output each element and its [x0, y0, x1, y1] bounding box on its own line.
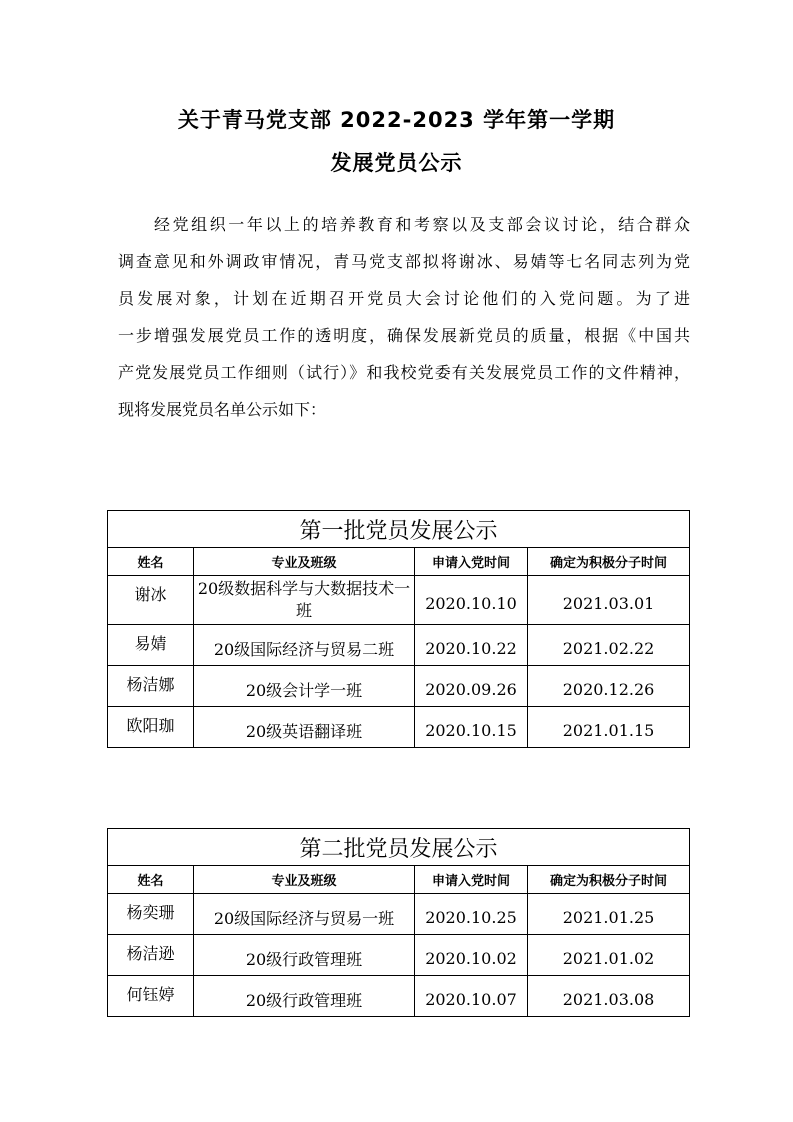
cell-apply-date: 2020.10.10 [415, 576, 528, 625]
cell-name: 欧阳珈 [108, 707, 194, 748]
cell-activist-date: 2021.01.15 [528, 707, 690, 748]
cell-apply-date: 2020.10.22 [415, 625, 528, 666]
cell-name: 易婧 [108, 625, 194, 666]
cell-major: 20级国际经济与贸易一班 [194, 894, 415, 935]
first-batch-table [107, 510, 690, 748]
cell-name: 杨奕珊 [108, 894, 194, 935]
cell-name: 何钰婷 [108, 976, 194, 1017]
cell-activist-date: 2020.12.26 [528, 666, 690, 707]
table-row [108, 707, 690, 748]
cell-activist-date: 2021.03.08 [528, 976, 690, 1017]
header-activist-date: 确定为积极分子时间 [528, 548, 690, 576]
table-row [108, 625, 690, 666]
cell-apply-date: 2020.10.02 [415, 935, 528, 976]
table-caption: 第二批党员发展公示 [108, 829, 690, 866]
cell-major: 20级国际经济与贸易二班 [194, 625, 415, 666]
cell-major: 20级数据科学与大数据技术一班 [194, 576, 415, 625]
table-row [108, 666, 690, 707]
cell-apply-date: 2020.10.07 [415, 976, 528, 1017]
paragraph-line: 一步增强发展党员工作的透明度，确保发展新党员的质量，根据《中国共 [118, 326, 690, 345]
table-row [108, 894, 690, 935]
table-caption: 第一批党员发展公示 [108, 511, 690, 548]
paragraph-line: 调查意见和外调政审情况，青马党支部拟将谢冰、易婧等七名同志列为党 [118, 252, 690, 271]
cell-major: 20级英语翻译班 [194, 707, 415, 748]
table-row [108, 576, 690, 625]
cell-name: 杨洁逊 [108, 935, 194, 976]
header-apply-date: 申请入党时间 [415, 548, 528, 576]
paragraph-line: 员发展对象，计划在近期召开党员大会讨论他们的入党问题。为了进 [118, 289, 690, 308]
cell-activist-date: 2021.02.22 [528, 625, 690, 666]
cell-name: 谢冰 [108, 576, 194, 625]
table-row [108, 935, 690, 976]
table-row [108, 976, 690, 1017]
document-title-line2: 发展党员公示 [330, 151, 463, 175]
header-activist-date: 确定为积极分子时间 [528, 866, 690, 894]
header-apply-date: 申请入党时间 [415, 866, 528, 894]
header-name: 姓名 [108, 548, 194, 576]
cell-activist-date: 2021.01.02 [528, 935, 690, 976]
announcement-paragraph [118, 206, 690, 428]
paragraph-line: 现将发展党员名单公示如下： [118, 400, 327, 419]
cell-activist-date: 2021.01.25 [528, 894, 690, 935]
paragraph-line: 产党发展党员工作细则（试行）》和我校党委有关发展党员工作的文件精神， [118, 363, 690, 382]
header-major: 专业及班级 [194, 548, 415, 576]
cell-apply-date: 2020.10.25 [415, 894, 528, 935]
cell-activist-date: 2021.03.01 [528, 576, 690, 625]
cell-apply-date: 2020.10.15 [415, 707, 528, 748]
document-title-line1: 关于青马党支部 2022-2023 学年第一学期 [177, 108, 616, 132]
second-batch-table [107, 828, 690, 1017]
cell-major: 20级会计学一班 [194, 666, 415, 707]
cell-apply-date: 2020.09.26 [415, 666, 528, 707]
header-name: 姓名 [108, 866, 194, 894]
header-major: 专业及班级 [194, 866, 415, 894]
cell-name: 杨洁娜 [108, 666, 194, 707]
cell-major: 20级行政管理班 [194, 935, 415, 976]
paragraph-line: 经党组织一年以上的培养教育和考察以及支部会议讨论，结合群众 [154, 215, 690, 234]
cell-major: 20级行政管理班 [194, 976, 415, 1017]
